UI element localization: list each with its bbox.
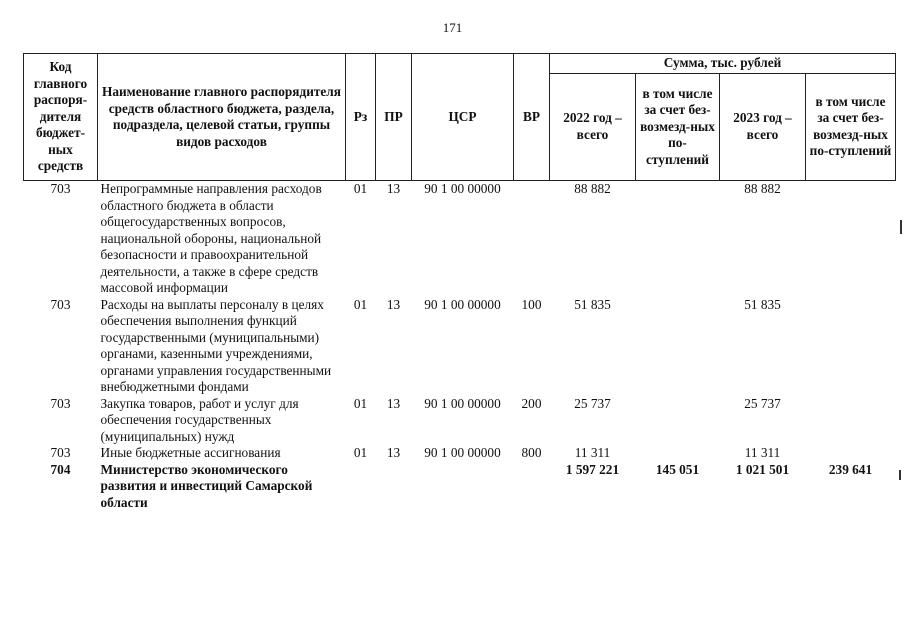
cell-2022-free: 145 051 (655, 461, 700, 477)
cell-2022-total: 11 311 (574, 445, 611, 460)
cell-vr (514, 181, 550, 297)
cell-2023-total: 1 021 501 (735, 461, 790, 477)
cell-2022-free (636, 445, 720, 462)
cell-2023-free (806, 445, 896, 462)
header-code: Код главного распоря-дителя бюджет-ных средств (24, 54, 98, 181)
cell-2023-total: 11 311 (744, 445, 781, 460)
cell-2023-total: 25 737 (744, 395, 781, 411)
cell-csr: 90 1 00 00000 (424, 395, 501, 411)
cell-name: Иные бюджетные ассигнования (100, 445, 281, 460)
cell-code: 703 (50, 445, 71, 460)
cell-name: Министерство экономического развития и инвестиций Самарской области (100, 461, 313, 510)
header-2023-free: в том числе за счет без-возмезд-ных по-ступлений (806, 73, 896, 181)
header-2023-total: 2023 год – всего (720, 73, 806, 181)
page-number: 171 (442, 20, 463, 35)
scan-artifact-mark (900, 220, 902, 234)
cell-2023-free (806, 297, 896, 396)
cell-name: Расходы на выплаты персоналу в целях обеспечения выполнения функций государственными (муниципальными) органами, казенными учреждениями, органами управления государственными внебюджетными фондами (100, 296, 332, 394)
cell-pr: 13 (386, 296, 401, 312)
cell-csr (412, 462, 514, 512)
cell-2022-total: 1 597 221 (565, 461, 620, 477)
cell-rz: 01 (353, 181, 368, 196)
cell-2022-total: 88 882 (574, 181, 611, 196)
header-csr: ЦСР (412, 54, 514, 181)
header-sum-group: Сумма, тыс. рублей (550, 54, 896, 74)
cell-2023-total: 88 882 (744, 181, 781, 196)
cell-vr: 100 (521, 296, 542, 312)
table-row (24, 297, 896, 396)
cell-pr: 13 (386, 445, 401, 460)
header-pr: ПР (376, 54, 412, 181)
cell-2022-free (636, 297, 720, 396)
scan-artifact-mark (899, 470, 901, 480)
header-rz: Рз (346, 54, 376, 181)
cell-rz: 01 (353, 445, 368, 460)
cell-2023-free: 239 641 (828, 461, 873, 477)
cell-pr: 13 (386, 395, 401, 411)
cell-2022-free (636, 396, 720, 446)
cell-name: Непрограммные направления расходов областного бюджета в области общегосударственных вопросов, национальной обороны, национальной безопасности и правоохранительной деятельности, а также в сфере средств массовой информации (100, 181, 322, 295)
cell-rz (346, 462, 376, 512)
cell-csr: 90 1 00 00000 (424, 445, 501, 460)
cell-vr: 200 (521, 395, 542, 411)
cell-rz: 01 (353, 395, 368, 411)
cell-2022-total: 51 835 (574, 296, 611, 312)
cell-2023-total: 51 835 (744, 296, 781, 312)
cell-code: 703 (50, 395, 71, 411)
cell-pr (376, 462, 412, 512)
cell-name: Закупка товаров, работ и услуг для обеспечения государственных (муниципальных) нужд (100, 395, 299, 444)
table-row (24, 462, 896, 512)
cell-rz: 01 (353, 296, 368, 312)
table-row (24, 396, 896, 446)
cell-code: 703 (50, 296, 71, 312)
cell-vr (514, 462, 550, 512)
table-row (24, 445, 896, 462)
cell-2023-free (806, 396, 896, 446)
cell-vr: 800 (521, 445, 542, 460)
cell-2022-total: 25 737 (574, 395, 611, 411)
cell-csr: 90 1 00 00000 (424, 296, 501, 312)
header-vr: ВР (514, 54, 550, 181)
cell-pr: 13 (386, 181, 401, 196)
cell-2023-free (806, 181, 896, 297)
header-2022-total: 2022 год – всего (550, 73, 636, 181)
cell-code: 704 (50, 461, 71, 477)
header-2022-free: в том числе за счет без-возмезд-ных по-ступлений (636, 73, 720, 181)
table-row (24, 181, 896, 297)
header-name: Наименование главного распорядителя средств областного бюджета, раздела, подраздела, целевой статьи, группы видов расходов (98, 54, 346, 181)
budget-table (23, 53, 896, 511)
cell-csr: 90 1 00 00000 (424, 181, 501, 196)
cell-code: 703 (50, 181, 71, 196)
cell-2022-free (636, 181, 720, 297)
